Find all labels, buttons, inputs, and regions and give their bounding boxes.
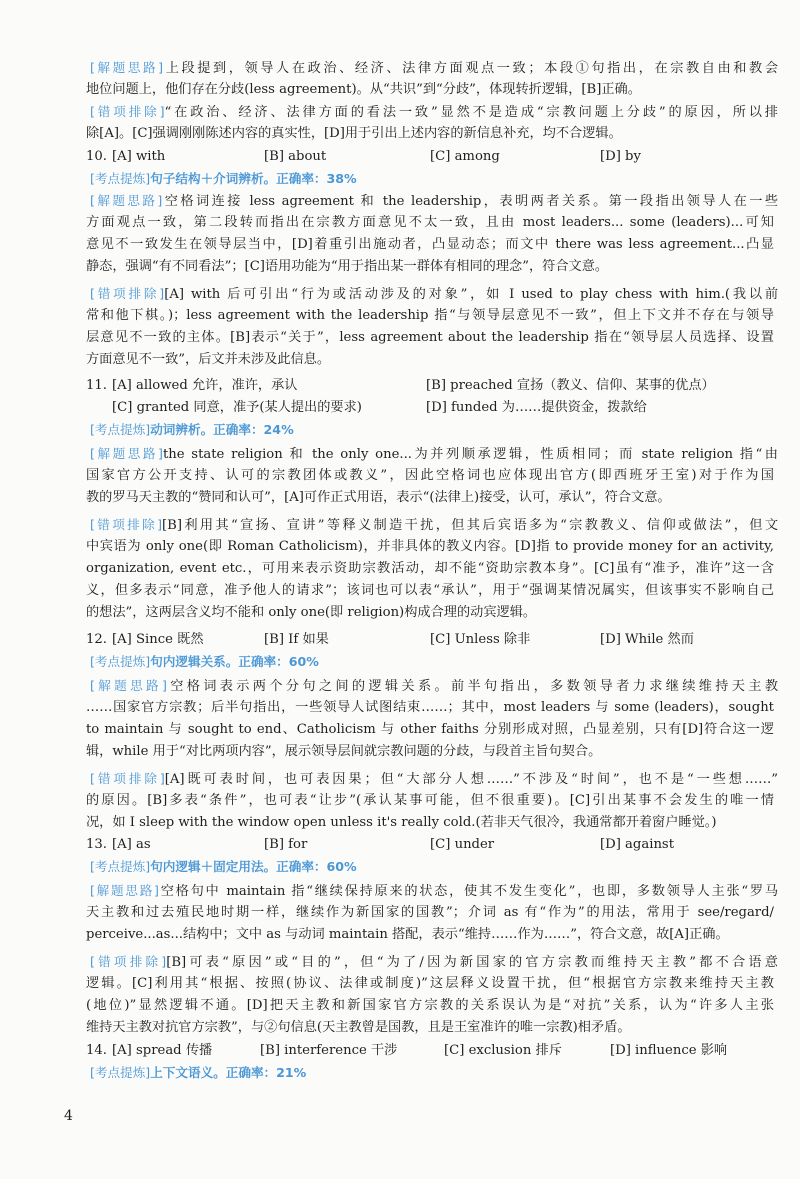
point-line: [考点提炼]句内逻辑＋固定用法。正确率：60% bbox=[90, 859, 357, 874]
question-options bbox=[86, 375, 774, 397]
question-options bbox=[86, 629, 774, 651]
option-b: [B] interference 干涉 bbox=[260, 1043, 398, 1058]
text-line: 辑，while 用于“对比两项内容”，展示领导层间就宗教问题的分歧，与段首主旨句契合。 bbox=[86, 744, 602, 759]
option-b: [B] preached 宣扬（教义、信仰、某事的优点） bbox=[426, 378, 715, 393]
question-number: 12. bbox=[86, 632, 107, 647]
text-line: 的原因。[B]多表“条件”，也可表“让步”(承认某事可能，但不很重要)。[C]引出某事不会发生的唯一情 bbox=[86, 793, 774, 808]
option-d: [D] by bbox=[600, 149, 641, 164]
question-number: 11. bbox=[86, 378, 107, 393]
text-line: 国家官方公开支持、认可的宗教团体或教义”，因此空格词也应体现出官方(即西班牙王室)对于作为国 bbox=[86, 468, 774, 483]
text-line: 层意见不一致的主体。[B]表示“关于”，less agreement about the leadership 指在“领导层人员选择、设置 bbox=[86, 330, 774, 345]
text-line: to maintain 与 sought to end、Catholicism 与 other faiths 分别形成对照，凸显差别，只有[D]符合这一逻 bbox=[86, 722, 774, 737]
text-line: 义，但多表示“同意，准予他人的请求”；该词也可以表“承认”，用于“强调某情况属实，但该事实不影响自己 bbox=[86, 583, 774, 598]
option-d: [D] funded 为……提供资金，拨款给 bbox=[426, 400, 647, 415]
point-line: [考点提炼]上下文语义。正确率：21% bbox=[90, 1065, 307, 1080]
question-options bbox=[86, 834, 774, 856]
text-line: ……国家官方宗教；后半句指出，一些领导人试图结束……；其中，most leaders 与 some (leaders)，sought bbox=[86, 700, 774, 715]
text-line: [解题思路]空格词表示两个分句之间的逻辑关系。前半句指出，多数领导者力求继续维持天主教 bbox=[90, 678, 778, 694]
option-c: [C] under bbox=[430, 837, 495, 852]
option-d: [D] against bbox=[600, 837, 674, 852]
option-c: [C] among bbox=[430, 149, 500, 164]
page-number: 4 bbox=[64, 1108, 73, 1124]
option-d: [D] influence 影响 bbox=[610, 1043, 728, 1058]
text-line: [错项排除][A]既可表时间，也可表因果；但“大部分人想……”不涉及“时间”，也不是“一些想……” bbox=[90, 771, 778, 787]
option-b: [B] If 如果 bbox=[264, 632, 329, 647]
text-line: 方面意见不一致”，后文并未涉及此信息。 bbox=[86, 352, 331, 367]
text-line: 静态，强调“有不同看法”；[C]语用功能为“用于指出某一群体有相同的理念”，符合文意。 bbox=[86, 259, 609, 274]
text-line: 地位问题上，他们存在分歧(less agreement)。从“共识”到“分歧”，体现转折逻辑，[B]正确。 bbox=[86, 82, 641, 97]
text-line: [错项排除][B]可表“原因”或“目的”，但“为了/因为新国家的官方宗教而维持天主教”都不合语意 bbox=[90, 954, 778, 970]
text-line: [解题思路]空格句中 maintain 指“继续保持原来的状态，使其不发生变化”，也即，多数领导人主张“罗马 bbox=[90, 883, 778, 899]
tag-idea: [解题思路] bbox=[90, 60, 164, 75]
text-line: [解题思路]the state religion 和 the only one...为并列顺承逻辑，性质相同；而 state religion 指“由 bbox=[90, 446, 778, 462]
question-options bbox=[86, 146, 774, 168]
text-line: [解题思路]空格词连接 less agreement 和 the leadership，表明两者关系。第一段指出领导人在一些 bbox=[90, 193, 778, 209]
text-line: [解题思路]上段提到，领导人在政治、经济、法律方面观点一致；本段①句指出，在宗教自由和教会 bbox=[90, 60, 778, 76]
option-c: [C] granted 同意，准予(某人提出的要求) bbox=[112, 400, 362, 415]
text-line: organization, event etc.，可用来表示资助宗教活动，却不能“资助宗教本身”。[C]虽有“准予，准许”这一含 bbox=[86, 561, 774, 576]
tag-exclude: [错项排除] bbox=[90, 104, 165, 119]
option-a: [A] with bbox=[112, 149, 166, 164]
text-line: 教的罗马天主教的“赞同和认可”，[A]可作正式用语，表示“(法律上)接受，认可，承认”，符合文意。 bbox=[86, 490, 671, 505]
question-options bbox=[86, 1040, 774, 1062]
option-a: [A] spread 传播 bbox=[112, 1043, 213, 1058]
text-line: [错项排除][B]利用其“宣扬、宣讲”等释义制造干扰，但其后宾语多为“宗教教义、信仰或做法”，但文 bbox=[90, 517, 778, 533]
option-d: [D] While 然而 bbox=[600, 632, 694, 647]
question-number: 10. bbox=[86, 149, 107, 164]
point-line: [考点提炼]动词辨析。正确率：24% bbox=[90, 422, 294, 437]
option-b: [B] for bbox=[264, 837, 308, 852]
point-line: [考点提炼]句内逻辑关系。正确率：60% bbox=[90, 654, 319, 669]
text-line: [错项排除][A] with 后可引出“行为或活动涉及的对象”，如 I used to play chess with him.(我以前 bbox=[90, 286, 778, 302]
option-b: [B] about bbox=[264, 149, 327, 164]
point-line: [考点提炼]句子结构＋介词辨析。正确率：38% bbox=[90, 171, 357, 186]
text-line: 的想法”，这两层含义均不能和 only one(即 religion)构成合理的动宾逻辑。 bbox=[86, 605, 537, 620]
option-c: [C] exclusion 排斥 bbox=[444, 1043, 562, 1058]
text-line: 天主教和过去殖民地时期一样，继续作为新国家的国教”；介词 as 有“作为”的用法，常用于 see/regard/ bbox=[86, 905, 774, 920]
question-number: 14. bbox=[86, 1043, 107, 1058]
question-options bbox=[86, 397, 774, 419]
text-line: 常和他下棋。)；less agreement with the leadership 指“与领导层意见不一致”，但上下文并不存在与领导 bbox=[86, 308, 774, 323]
text-line: 中宾语为 only one(即 Roman Catholicism)，并非具体的教义内容。[D]指 to provide money for an activity, bbox=[86, 539, 774, 554]
option-a: [A] allowed 允许，准许，承认 bbox=[112, 378, 298, 393]
text-line: 方面观点一致，第二段转而指出在宗教方面意见不太一致，且由 most leaders... some (leaders)...可知 bbox=[86, 215, 774, 230]
text-line: [错项排除]“在政治、经济、法律方面的看法一致”显然不是造成“宗教问题上分歧”的原因，所以排 bbox=[90, 104, 778, 120]
option-a: [A] Since 既然 bbox=[112, 632, 204, 647]
text-line: 意见不一致发生在领导层当中，[D]着重引出施动者，凸显动态；而文中 there was less agreement...凸显 bbox=[86, 237, 774, 252]
text-line: 维持天主教对抗官方宗教”，与②句信息(天主教曾是国教，且是王室准许的唯一宗教)相矛盾。 bbox=[86, 1020, 631, 1035]
option-c: [C] Unless 除非 bbox=[430, 632, 531, 647]
text-line: (地位)”显然逻辑不通。[D]把天主教和新国家官方宗教的关系误认为是“对抗”关系，认为“许多人主张 bbox=[86, 998, 774, 1013]
text-line: 除[A]。[C]强调刚刚陈述内容的真实性，[D]用于引出上述内容的新信息补充，均不合逻辑。 bbox=[86, 126, 622, 141]
text-line: 况，如 I sleep with the window open unless it's really cold.(若非天气很冷，我通常都开着窗户睡觉。) bbox=[86, 815, 717, 830]
question-number: 13. bbox=[86, 837, 107, 852]
option-a: [A] as bbox=[112, 837, 151, 852]
text-line: perceive...as...结构中；文中 as 与动词 maintain 搭配，表示“维持……作为……”，符合文意，故[A]正确。 bbox=[86, 927, 729, 942]
text-line: 逻辑。[C]利用其“根据、按照(协议、法律或制度)”这层释义设置干扰，但“根据官方宗教来维持天主教 bbox=[86, 976, 774, 991]
